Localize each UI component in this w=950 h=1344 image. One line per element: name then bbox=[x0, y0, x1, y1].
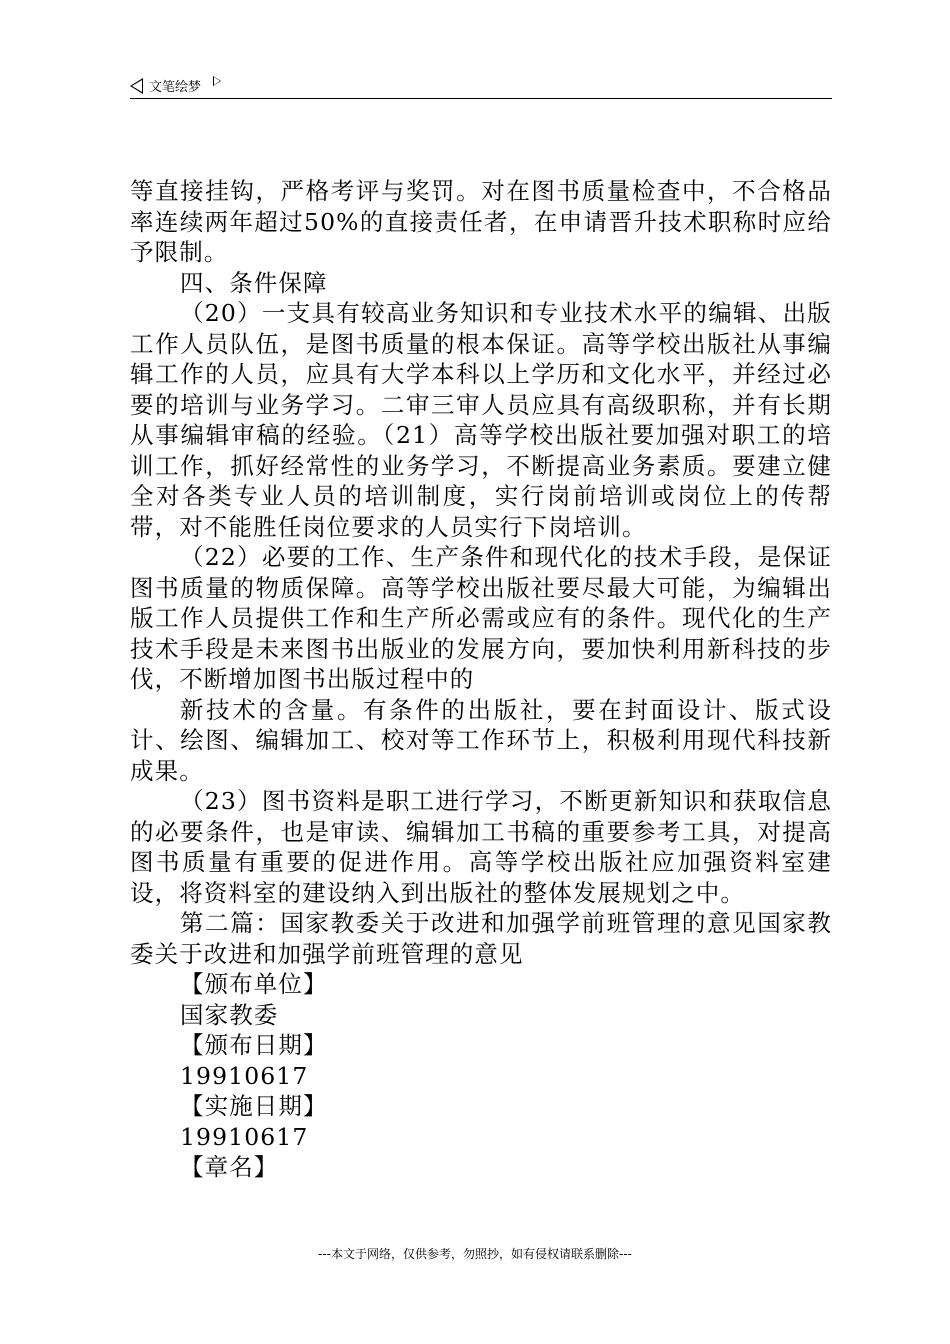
field-value-issue-date: 19910617 bbox=[180, 1061, 309, 1090]
paragraph-continuation: 等直接挂钩，严格考评与奖罚。对在图书质量检查中，不合格品率连续两年超过50%的直接责任者，在申请晋升技术职称时应给予限制。 bbox=[130, 177, 832, 266]
field-value-effective-date: 19910617 bbox=[180, 1122, 309, 1151]
section-heading: 四、条件保障 bbox=[180, 268, 328, 297]
header-title: 文笔绘梦 bbox=[149, 80, 202, 95]
page-header bbox=[130, 72, 832, 99]
document-body bbox=[130, 176, 832, 1183]
triangle-left-icon bbox=[130, 78, 143, 94]
field-value-issuer: 国家教委 bbox=[180, 1000, 279, 1029]
triangle-right-icon bbox=[213, 76, 221, 86]
paragraph-item-23: （23）图书资料是职工进行学习，不断更新知识和获取信息的必要条件，也是审读、编辑加工书稿的重要参考工具，对提高图书质量有重要的促进作用。高等学校出版社应加强资料室建设，将资料室的建设纳入到出版社的整体发展规划之中。 bbox=[130, 787, 832, 907]
header-brand bbox=[130, 76, 221, 95]
chapter-title: 第二篇：国家教委关于改进和加强学前班管理的意见国家教委关于改进和加强学前班管理的意见 bbox=[130, 909, 832, 968]
page-footer: ---本文于网络，仅供参考，勿照抄，如有侵权请联系删除--- bbox=[318, 1247, 632, 1261]
field-label-issuer: 【颁布单位】 bbox=[180, 970, 328, 998]
field-label-effective-date: 【实施日期】 bbox=[180, 1092, 328, 1120]
paragraph-item-22: （22）必要的工作、生产条件和现代化的技术手段，是保证图书质量的物质保障。高等学校出版社要尽最大可能，为编辑出版工作人员提供工作和生产所必需或应有的条件。现代化的生产技术手段是未来图书出版业的发展方向，要加快利用新科技的步伐，不断增加图书出版过程中的 bbox=[130, 543, 832, 693]
paragraph-item-20-21: （20）一支具有较高业务知识和专业技术水平的编辑、出版工作人员队伍，是图书质量的根本保证。高等学校出版社从事编辑工作的人员，应具有大学本科以上学历和文化水平，并经过必要的培训与业务学习。二审三审人员应具有高级职称，并有长期从事编辑审稿的经验。（21）高等学校出版社要加强对职工的培训工作，抓好经常性的业务学习，不断提高业务素质。要建立健全对各类专业人员的培训制度，实行岗前培训或岗位上的传帮带，对不能胜任岗位要求的人员实行下岗培训。 bbox=[130, 299, 832, 541]
field-label-chapter: 【章名】 bbox=[180, 1153, 279, 1181]
paragraph-item-22-continued: 新技术的含量。有条件的出版社，要在封面设计、版式设计、绘图、编辑加工、校对等工作环节上，积极利用现代科技新成果。 bbox=[130, 695, 832, 785]
field-label-issue-date: 【颁布日期】 bbox=[180, 1031, 328, 1059]
